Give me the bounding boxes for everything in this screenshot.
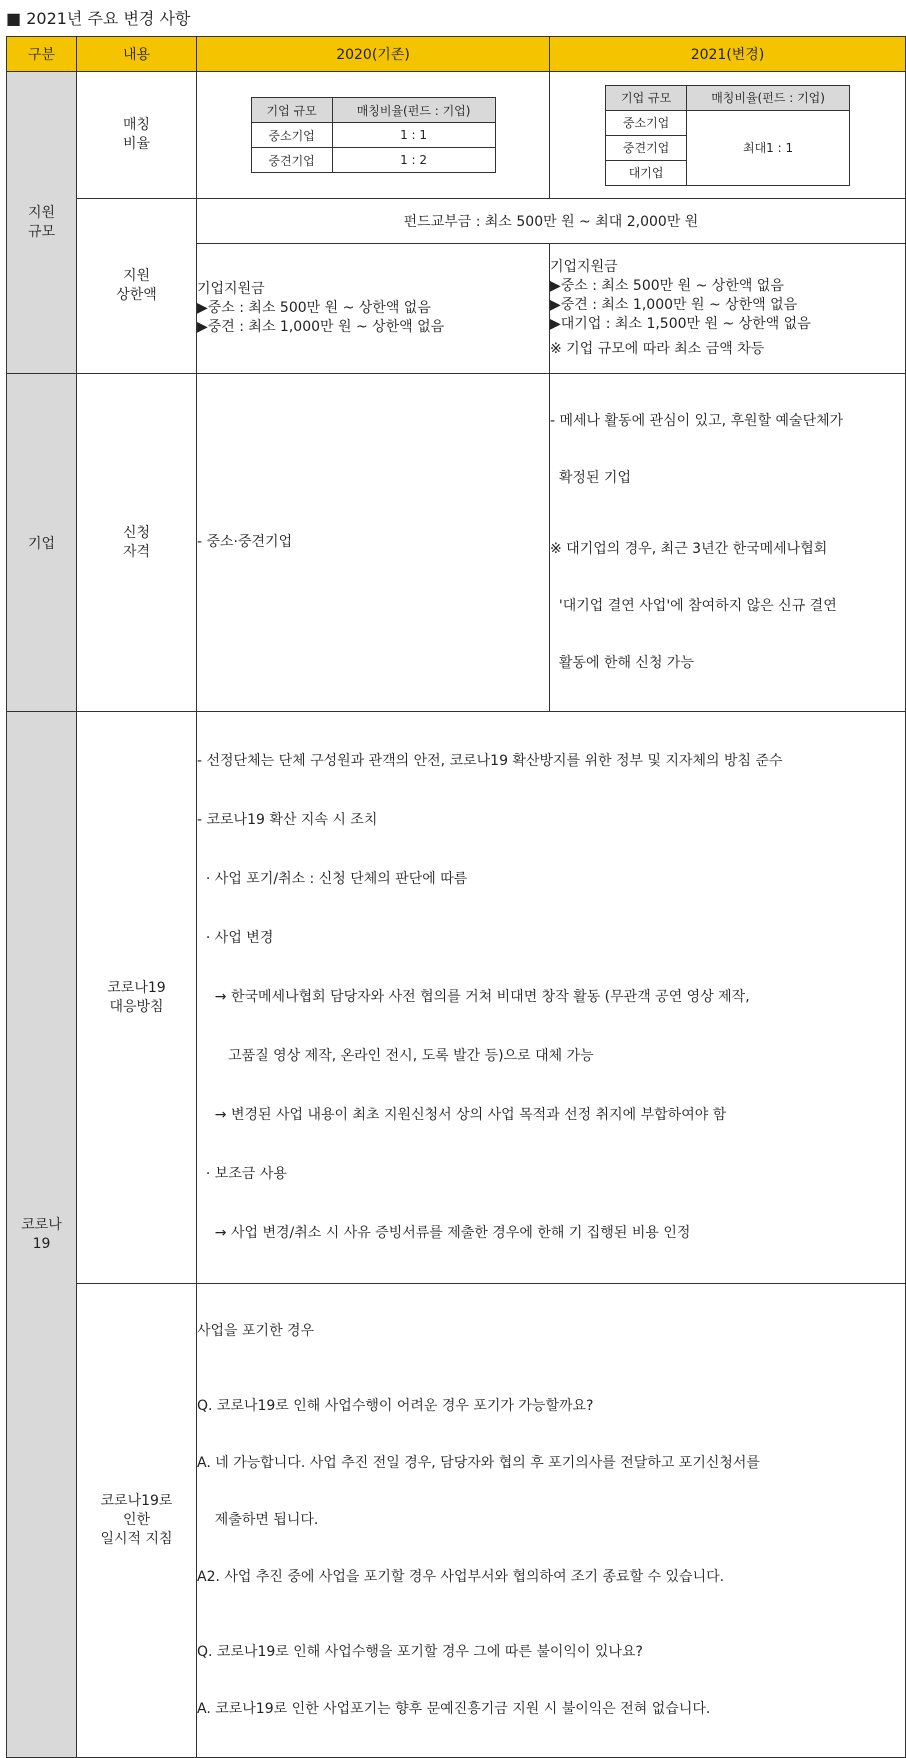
inner-cell: 대기업: [606, 160, 687, 185]
company-2021: - 메세나 활동에 관심이 있고, 후원할 예술단체가 확정된 기업 ※ 대기업의 경우, 최근 3년간 한국메세나협회 '대기업 결연 사업'에 참여하지 않은 신규 결연 활동에 한해 신청 가능: [550, 374, 906, 712]
label-guide: 코로나19로 인한 일시적 지침: [77, 1284, 197, 1758]
matching-2020: [197, 72, 550, 199]
matching-row: [7, 72, 906, 199]
matching-table-2020: [251, 97, 496, 173]
header-2020: 2020(기존): [197, 37, 550, 72]
label-limit: 지원 상한액: [77, 199, 197, 374]
page-title: ■ 2021년 주요 변경 사항: [6, 9, 191, 28]
label-qualification: 신청 자격: [77, 374, 197, 712]
category-support: 지원 규모: [7, 72, 77, 374]
inner-cell: 1 : 1: [332, 123, 495, 148]
limit-2021: 기업지원금 ▶중소 : 최소 500만 원 ~ 상한액 없음 ▶중견 : 최소 1,000만 원 ~ 상한액 없음 ▶대기업 : 최소 1,500만 원 ~ 상한액 없음 ※ 기업 규모에 따라 최소 금액 차등: [550, 244, 906, 374]
changes-table: [6, 36, 906, 1758]
label-policy: 코로나19 대응방침: [77, 712, 197, 1284]
category-company: 기업: [7, 374, 77, 712]
inner-header: 매칭비율(펀드 : 기업): [687, 85, 850, 110]
inner-cell: 중견기업: [606, 135, 687, 160]
header-category: 구분: [7, 37, 77, 72]
header-content: 내용: [77, 37, 197, 72]
inner-header: 기업 규모: [606, 85, 687, 110]
inner-header: 기업 규모: [251, 98, 332, 123]
label-matching: 매칭 비율: [77, 72, 197, 199]
inner-header: 매칭비율(펀드 : 기업): [332, 98, 495, 123]
header-row: [7, 37, 906, 72]
matching-2021: [550, 72, 906, 199]
header-2021: 2021(변경): [550, 37, 906, 72]
fund-text: 펀드교부금 : 최소 500만 원 ~ 최대 2,000만 원: [197, 199, 906, 244]
inner-cell: 중견기업: [251, 148, 332, 173]
matching-table-2021: [605, 85, 850, 186]
guide-text: 사업을 포기한 경우 Q. 코로나19로 인해 사업수행이 어려운 경우 포기가 가능할까요? A. 네 가능합니다. 사업 추진 전일 경우, 담당자와 협의 후 포기의사를 전달하고 포기신청서를 제출하면 됩니다. A2. 사업 추진 중에 사업을 포기할 경우 사업부서와 협의하여 조기 종료할 수 있습니다. Q. 코로나19로 인해 사업수행을 포기할 경우 그에 따른 불이익이 있나요? A. 코로나19로 인한 사업포기는 향후 문예진흥기금 지원 시 불이익은 전혀 없습니다.: [197, 1284, 906, 1758]
guide-row: [7, 1284, 906, 1758]
limit-2020: 기업지원금 ▶중소 : 최소 500만 원 ~ 상한액 없음 ▶중견 : 최소 1,000만 원 ~ 상한액 없음: [197, 244, 550, 374]
fund-row: [7, 199, 906, 244]
company-2020: - 중소·중견기업: [197, 374, 550, 712]
guide-heading: 사업을 포기한 경우: [197, 1323, 315, 1339]
policy-row: [7, 712, 906, 1284]
inner-cell: 중소기업: [606, 110, 687, 135]
category-corona: 코로나 19: [7, 712, 77, 1758]
inner-cell: 최대1 : 1: [687, 110, 850, 185]
inner-cell: 중소기업: [251, 123, 332, 148]
inner-cell: 1 : 2: [332, 148, 495, 173]
company-row: [7, 374, 906, 712]
policy-text: - 선정단체는 단체 구성원과 관객의 안전, 코로나19 확산방지를 위한 정부 및 지자체의 방침 준수 - 코로나19 확산 지속 시 조치 · 사업 포기/취소 : 신청 단체의 판단에 따름 · 사업 변경 → 한국메세나협회 담당자와 사전 협의를 거쳐 비대면 창작 활동 (무관객 공연 영상 제작, 고품질 영상 제작, 온라인 전시, 도록 발간 등)으로 대체 가능 → 변경된 사업 내용이 최초 지원신청서 상의 사업 목적과 선정 취지에 부합하여야 함 · 보조금 사용 → 사업 변경/취소 시 사유 증빙서류를 제출한 경우에 한해 기 집행된 비용 인정: [197, 712, 906, 1284]
